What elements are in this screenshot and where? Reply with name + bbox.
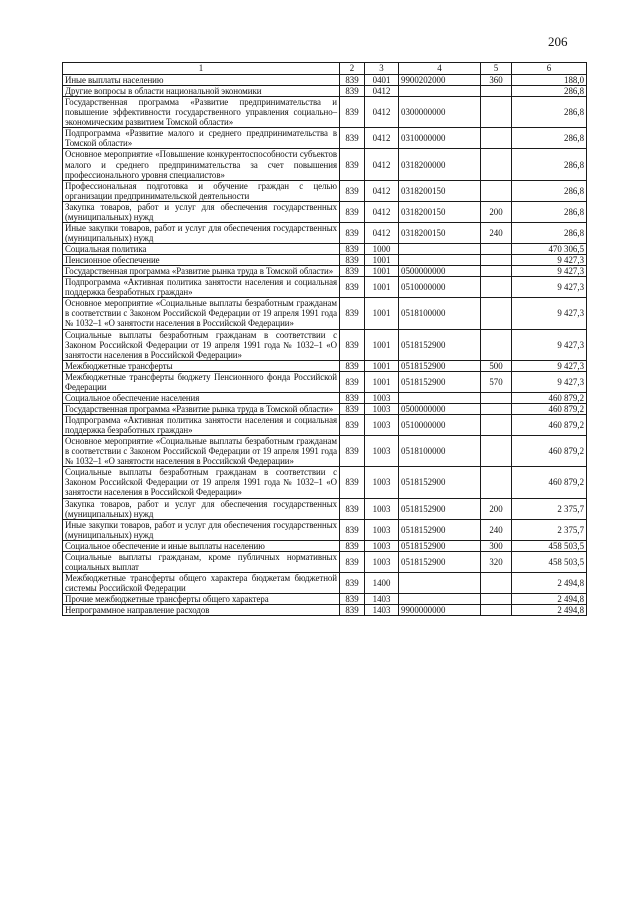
cell-expense-type: 320 [481,551,512,572]
cell-section: 0412 [365,149,399,180]
cell-grbs: 839 [340,244,365,255]
cell-section: 1001 [365,266,399,277]
table-row [63,371,587,392]
cell-expense-type [481,149,512,180]
cell-expense-type: 240 [481,519,512,540]
cell-section: 1003 [365,519,399,540]
cell-target: 9900000000 [399,605,481,616]
page-number: 206 [548,34,568,49]
cell-amount: 9 427,3 [512,371,587,392]
cell-target: 0318200150 [399,180,481,201]
cell-target: 0310000000 [399,128,481,149]
cell-grbs: 839 [340,415,365,436]
cell-target: 0518152900 [399,551,481,572]
cell-name: Социальная политика [63,244,340,255]
cell-grbs: 839 [340,371,365,392]
cell-grbs: 839 [340,551,365,572]
cell-expense-type [481,97,512,128]
cell-name: Другие вопросы в области национальной экономики [63,86,340,97]
cell-expense-type [481,605,512,616]
cell-section: 0412 [365,128,399,149]
table-row [63,551,587,572]
table-row [63,329,587,360]
cell-section: 1003 [365,415,399,436]
header-cell-grbs: 2 [340,63,365,75]
cell-amount: 286,8 [512,201,587,222]
cell-grbs: 839 [340,519,365,540]
cell-grbs: 839 [340,329,365,360]
table-row [63,277,587,298]
cell-target: 0518152900 [399,329,481,360]
header-cell-target: 4 [399,63,481,75]
table-row [63,255,587,266]
cell-grbs: 839 [340,201,365,222]
table-row [63,244,587,255]
cell-name: Социальное обеспечение населения [63,392,340,403]
cell-expense-type [481,298,512,329]
cell-name: Профессиональная подготовка и обучение граждан с целью организации предпринимательской деятельности [63,180,340,201]
budget-table [62,62,587,616]
cell-grbs: 839 [340,572,365,593]
header-cell-section: 3 [365,63,399,75]
cell-amount: 286,8 [512,149,587,180]
cell-name: Социальные выплаты безработным гражданам в соответствии с Законом Российской Федерации от 19 апреля 1991 года № 1032–1 «О занятости населения в Российской Федерации» [63,467,340,498]
cell-section: 1001 [365,329,399,360]
cell-name: Государственная программа «Развитие рынка труда в Томской области» [63,403,340,414]
table-row [63,605,587,616]
cell-target: 0518152900 [399,467,481,498]
cell-expense-type [481,392,512,403]
cell-expense-type [481,594,512,605]
cell-expense-type [481,329,512,360]
header-cell-expense-type: 5 [481,63,512,75]
table-row [63,266,587,277]
cell-amount: 9 427,3 [512,255,587,266]
cell-section: 0401 [365,75,399,86]
cell-section: 1001 [365,298,399,329]
cell-amount: 2 494,8 [512,605,587,616]
table-header [63,63,587,75]
cell-amount: 286,8 [512,86,587,97]
cell-grbs: 839 [340,298,365,329]
table-row [63,360,587,371]
cell-grbs: 839 [340,392,365,403]
cell-expense-type [481,436,512,467]
cell-target: 0518152900 [399,519,481,540]
cell-target: 0518152900 [399,360,481,371]
cell-amount: 9 427,3 [512,329,587,360]
table-row [63,415,587,436]
cell-grbs: 839 [340,97,365,128]
cell-section: 0412 [365,180,399,201]
table-row [63,149,587,180]
cell-grbs: 839 [340,180,365,201]
cell-amount: 458 503,5 [512,551,587,572]
cell-grbs: 839 [340,467,365,498]
table-row [63,180,587,201]
cell-amount: 460 879,2 [512,415,587,436]
cell-target [399,594,481,605]
cell-name: Иные закупки товаров, работ и услуг для обеспечения государственных (муниципальных) нужд [63,222,340,243]
cell-target [399,255,481,266]
cell-grbs: 839 [340,605,365,616]
cell-target [399,244,481,255]
table-row [63,467,587,498]
cell-grbs: 839 [340,403,365,414]
cell-amount: 2 494,8 [512,572,587,593]
cell-expense-type: 570 [481,371,512,392]
table-row [63,298,587,329]
cell-target: 0518152900 [399,371,481,392]
cell-expense-type: 360 [481,75,512,86]
cell-section: 1001 [365,277,399,298]
cell-name: Основное мероприятие «Социальные выплаты безработным гражданам в соответствии с Законом Российской Федерации от 19 апреля 1991 года № 1032–1 «О занятости населения в Российской Федерации» [63,436,340,467]
table-row [63,222,587,243]
cell-expense-type: 200 [481,201,512,222]
cell-expense-type [481,244,512,255]
table-row [63,498,587,519]
cell-target: 0318200150 [399,222,481,243]
cell-grbs: 839 [340,360,365,371]
cell-target: 0318200150 [399,201,481,222]
cell-amount: 2 375,7 [512,519,587,540]
cell-grbs: 839 [340,436,365,467]
cell-section: 1001 [365,360,399,371]
table-row [63,97,587,128]
table-row [63,392,587,403]
cell-section: 1003 [365,403,399,414]
table-row [63,128,587,149]
cell-section: 1400 [365,572,399,593]
cell-target: 0518100000 [399,436,481,467]
cell-name: Пенсионное обеспечение [63,255,340,266]
cell-name: Социальные выплаты гражданам, кроме публичных нормативных социальных выплат [63,551,340,572]
cell-name: Закупка товаров, работ и услуг для обеспечения государственных (муниципальных) нужд [63,201,340,222]
cell-grbs: 839 [340,75,365,86]
cell-target: 0510000000 [399,415,481,436]
table-row [63,86,587,97]
cell-name: Государственная программа «Развитие предпринимательства и повышение эффективности государственного управления социально–экономическим развитием Томской области» [63,97,340,128]
cell-name: Социальное обеспечение и иные выплаты населению [63,540,340,551]
cell-target: 0518152900 [399,540,481,551]
cell-section: 1003 [365,551,399,572]
cell-expense-type [481,180,512,201]
cell-section: 1000 [365,244,399,255]
cell-expense-type [481,86,512,97]
cell-section: 0412 [365,97,399,128]
cell-grbs: 839 [340,86,365,97]
cell-section: 1003 [365,540,399,551]
cell-name: Государственная программа «Развитие рынка труда в Томской области» [63,266,340,277]
cell-amount: 9 427,3 [512,298,587,329]
cell-expense-type [481,572,512,593]
table-body [63,75,587,616]
cell-section: 1003 [365,467,399,498]
cell-expense-type [481,277,512,298]
cell-name: Основное мероприятие «Социальные выплаты безработным гражданам в соответствии с Законом Российской Федерации от 19 апреля 1991 года № 1032–1 «О занятости населения в Российской Федерации» [63,298,340,329]
cell-name: Подпрограмма «Развитие малого и среднего предпринимательства в Томской области» [63,128,340,149]
cell-section: 0412 [365,201,399,222]
cell-section: 1003 [365,436,399,467]
table-row [63,540,587,551]
cell-name: Иные выплаты населению [63,75,340,86]
cell-grbs: 839 [340,222,365,243]
cell-amount: 460 879,2 [512,467,587,498]
cell-grbs: 839 [340,266,365,277]
cell-name: Закупка товаров, работ и услуг для обеспечения государственных (муниципальных) нужд [63,498,340,519]
cell-expense-type: 200 [481,498,512,519]
cell-target: 0518100000 [399,298,481,329]
cell-expense-type [481,266,512,277]
cell-amount: 9 427,3 [512,277,587,298]
cell-amount: 458 503,5 [512,540,587,551]
table-row [63,436,587,467]
cell-name: Межбюджетные трансферты общего характера бюджетам бюджетной системы Российской Федерации [63,572,340,593]
cell-name: Межбюджетные трансферты бюджету Пенсионного фонда Российской Федерации [63,371,340,392]
cell-target: 9900202000 [399,75,481,86]
cell-expense-type: 240 [481,222,512,243]
cell-name: Иные закупки товаров, работ и услуг для обеспечения государственных (муниципальных) нужд [63,519,340,540]
cell-grbs: 839 [340,498,365,519]
table-row [63,75,587,86]
cell-target: 0300000000 [399,97,481,128]
cell-amount: 460 879,2 [512,436,587,467]
cell-expense-type: 300 [481,540,512,551]
cell-target [399,86,481,97]
cell-amount: 286,8 [512,180,587,201]
cell-grbs: 839 [340,128,365,149]
cell-amount: 2 494,8 [512,594,587,605]
cell-section: 1001 [365,255,399,266]
cell-amount: 2 375,7 [512,498,587,519]
cell-target: 0510000000 [399,277,481,298]
cell-expense-type [481,255,512,266]
cell-name: Подпрограмма «Активная политика занятости населения и социальная поддержка безработных граждан» [63,277,340,298]
table-row [63,572,587,593]
cell-target: 0518152900 [399,498,481,519]
table-row [63,519,587,540]
cell-section: 1003 [365,498,399,519]
cell-section: 0412 [365,222,399,243]
cell-grbs: 839 [340,540,365,551]
cell-expense-type [481,415,512,436]
cell-target: 0500000000 [399,403,481,414]
cell-grbs: 839 [340,255,365,266]
cell-name: Непрограммное направление расходов [63,605,340,616]
cell-expense-type [481,128,512,149]
table-row [63,201,587,222]
cell-name: Основное мероприятие «Повышение конкурентоспособности субъектов малого и среднего предпринимательства за счет повышения профессионального уровня специалистов» [63,149,340,180]
cell-name: Межбюджетные трансферты [63,360,340,371]
cell-amount: 9 427,3 [512,360,587,371]
cell-expense-type [481,403,512,414]
cell-amount: 470 306,5 [512,244,587,255]
cell-amount: 286,8 [512,128,587,149]
cell-expense-type [481,467,512,498]
cell-section: 0412 [365,86,399,97]
cell-target [399,572,481,593]
table-row [63,594,587,605]
cell-section: 1001 [365,371,399,392]
cell-amount: 460 879,2 [512,392,587,403]
cell-expense-type: 500 [481,360,512,371]
cell-grbs: 839 [340,277,365,298]
header-cell-name: 1 [63,63,340,75]
cell-section: 1403 [365,605,399,616]
cell-target [399,392,481,403]
cell-grbs: 839 [340,594,365,605]
cell-amount: 188,0 [512,75,587,86]
cell-target: 0500000000 [399,266,481,277]
cell-name: Подпрограмма «Активная политика занятости населения и социальная поддержка безработных граждан» [63,415,340,436]
cell-amount: 286,8 [512,97,587,128]
cell-name: Социальные выплаты безработным гражданам в соответствии с Законом Российской Федерации от 19 апреля 1991 года № 1032–1 «О занятости населения в Российской Федерации» [63,329,340,360]
cell-amount: 460 879,2 [512,403,587,414]
cell-name: Прочие межбюджетные трансферты общего характера [63,594,340,605]
table-row [63,403,587,414]
header-row [63,63,587,75]
cell-amount: 286,8 [512,222,587,243]
cell-section: 1003 [365,392,399,403]
cell-grbs: 839 [340,149,365,180]
cell-amount: 9 427,3 [512,266,587,277]
cell-target: 0318200000 [399,149,481,180]
header-cell-amount: 6 [512,63,587,75]
cell-section: 1403 [365,594,399,605]
